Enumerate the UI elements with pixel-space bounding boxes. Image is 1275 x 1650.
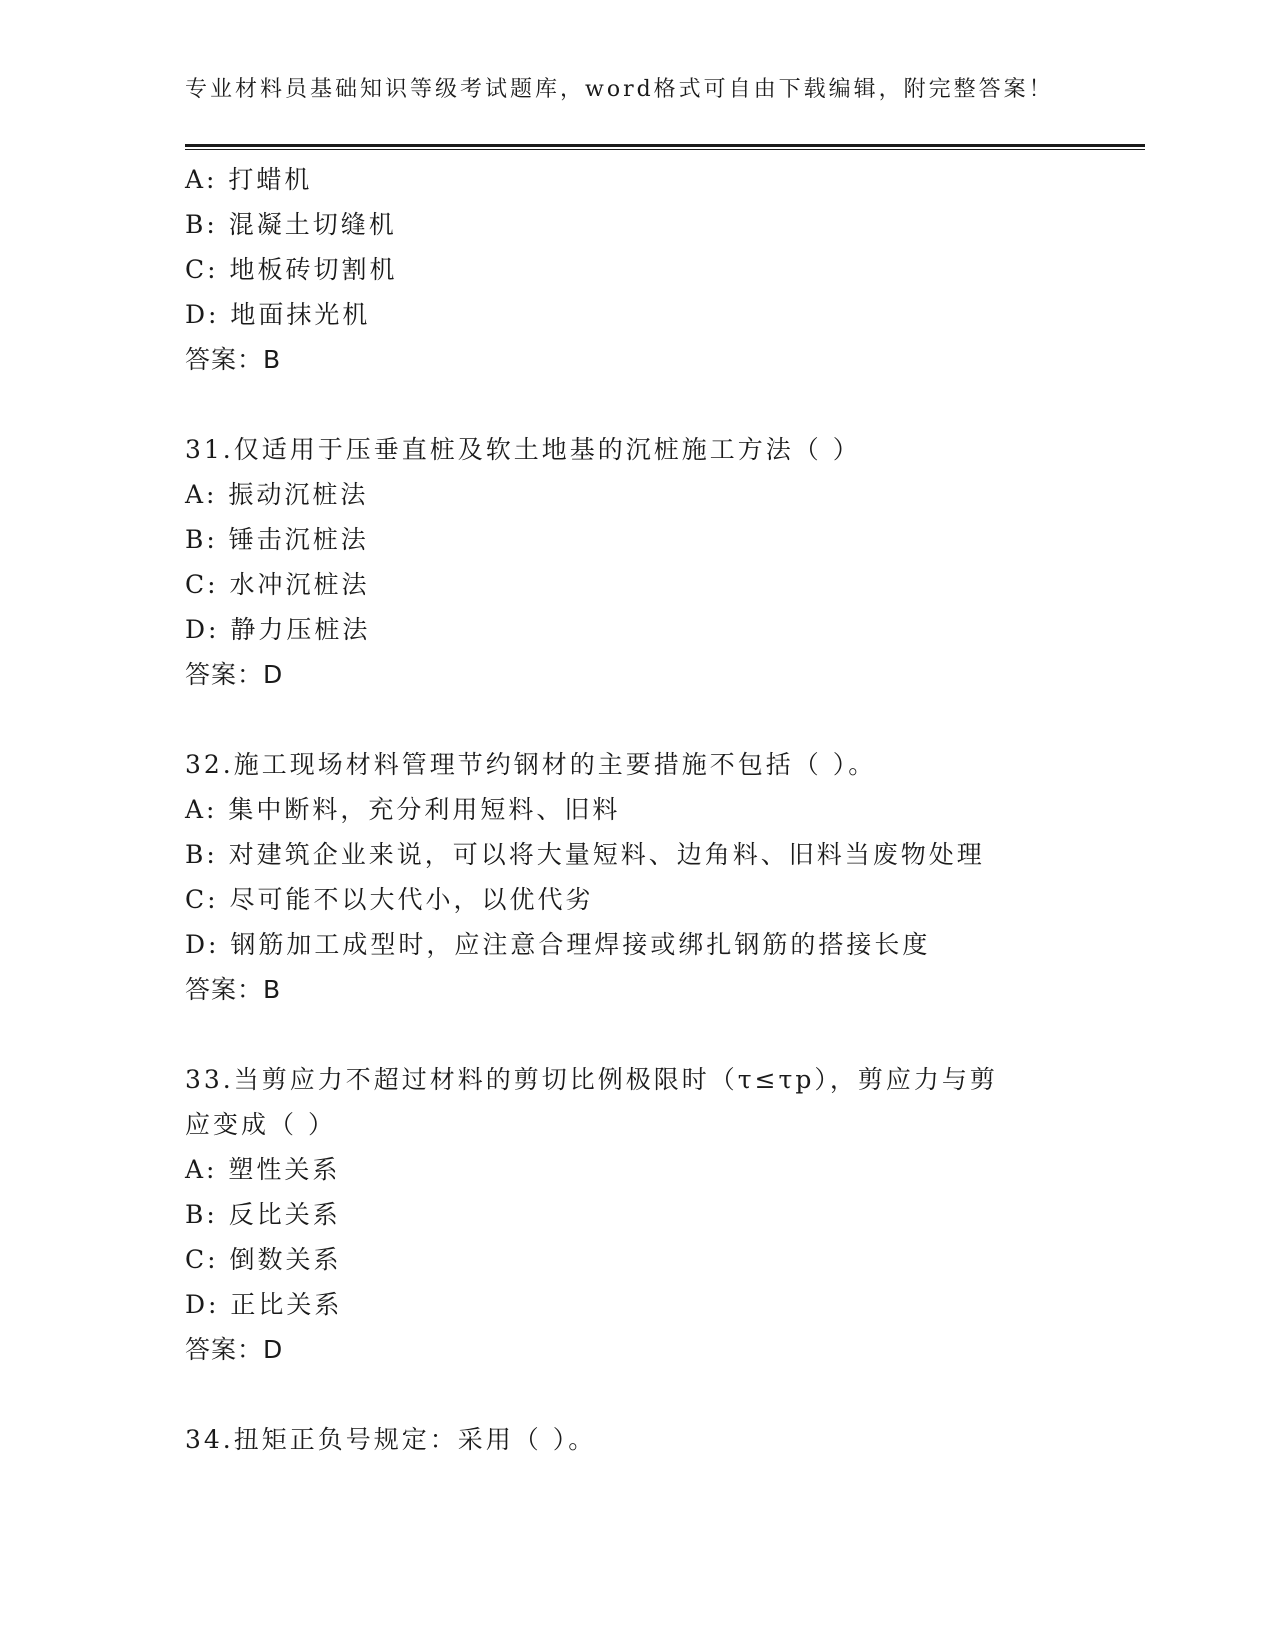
option-c: C: 地板砖切割机 <box>185 255 398 284</box>
option-a: A: 打蜡机 <box>185 165 313 194</box>
spacer <box>185 1012 1065 1057</box>
question-stem: 32.施工现场材料管理节约钢材的主要措施不包括（ ）。 <box>185 750 877 779</box>
page-header: 专业材料员基础知识等级考试题库，word格式可自由下载编辑，附完整答案！ <box>185 77 1054 102</box>
option-c: C: 尽可能不以大代小，以优代劣 <box>185 885 594 914</box>
option-b: B: 反比关系 <box>185 1200 341 1229</box>
answer-line: 答案：D <box>185 1335 284 1364</box>
option-a: A: 塑性关系 <box>185 1155 341 1184</box>
answer-line: 答案：D <box>185 660 284 689</box>
header-rule-thick <box>185 144 1145 147</box>
option-d: D: 正比关系 <box>185 1290 343 1319</box>
option-c: C: 水冲沉桩法 <box>185 570 370 599</box>
question-stem-continued: 应变成（ ） <box>185 1110 336 1139</box>
question-stem: 34.扭矩正负号规定：采用（ ）。 <box>185 1425 597 1454</box>
spacer <box>185 1372 1065 1417</box>
option-a: A: 集中断料，充分利用短料、旧料 <box>185 795 621 824</box>
question-32-block <box>185 742 1065 1012</box>
option-b: B: 锤击沉桩法 <box>185 525 369 554</box>
question-30-block <box>185 157 1065 382</box>
header-rule-thin <box>185 149 1145 150</box>
question-list <box>185 157 1065 1462</box>
option-c: C: 倒数关系 <box>185 1245 342 1274</box>
option-b: B: 混凝土切缝机 <box>185 210 397 239</box>
option-d: D: 地面抹光机 <box>185 300 371 329</box>
question-33-block <box>185 1057 1065 1372</box>
spacer <box>185 697 1065 742</box>
answer-line: 答案：B <box>185 975 282 1004</box>
question-34-block <box>185 1417 1065 1462</box>
option-d: D: 静力压桩法 <box>185 615 371 644</box>
option-b: B: 对建筑企业来说，可以将大量短料、边角料、旧料当废物处理 <box>185 840 985 869</box>
question-stem: 31.仅适用于压垂直桩及软土地基的沉桩施工方法（ ） <box>185 435 861 464</box>
spacer <box>185 382 1065 427</box>
question-stem: 33.当剪应力不超过材料的剪切比例极限时（τ≤τp），剪应力与剪 <box>185 1065 998 1094</box>
option-d: D: 钢筋加工成型时，应注意合理焊接或绑扎钢筋的搭接长度 <box>185 930 931 959</box>
question-31-block <box>185 427 1065 697</box>
answer-line: 答案：B <box>185 345 282 374</box>
option-a: A: 振动沉桩法 <box>185 480 369 509</box>
